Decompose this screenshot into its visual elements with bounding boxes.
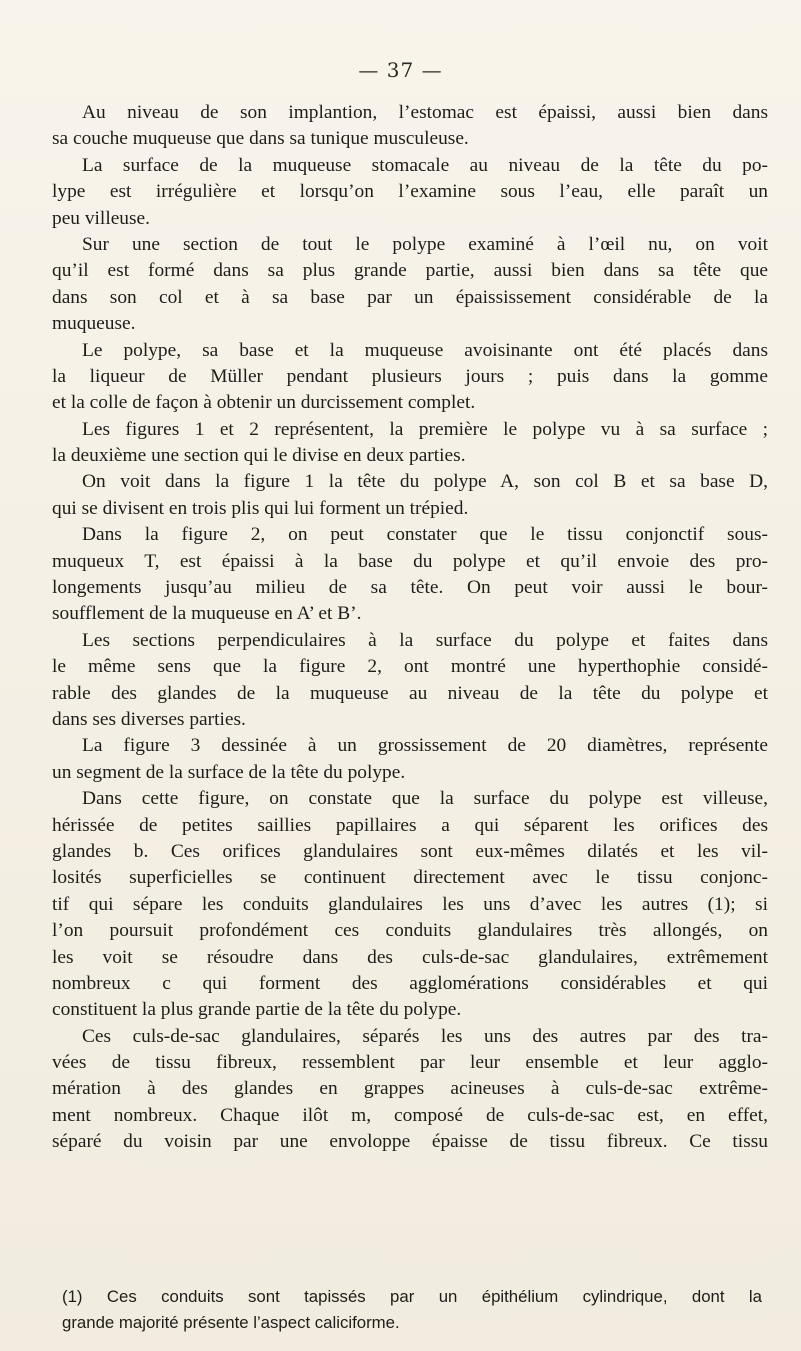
text-line: La surface de la muqueuse stomacale au niveau de la tête du po- <box>82 154 768 176</box>
text-line: muqueux T, est épaissi à la base du polype et qu’il envoie des pro- <box>52 550 768 572</box>
text-line: La figure 3 dessinée à un grossissement de 20 diamètres, représente <box>82 735 768 757</box>
text-line: qui se divisent en trois plis qui lui forment un trépied. <box>52 497 469 519</box>
text-line: l’on poursuit profondément ces conduits glandulaires très allongés, on <box>52 920 768 942</box>
text-line: tif qui sépare les conduits glandulaires les uns d’avec les autres (1); si <box>52 893 768 915</box>
text-line: peu villeuse. <box>52 207 151 229</box>
text-line: la liqueur de Müller pendant plusieurs jours ; puis dans la gomme <box>52 365 768 387</box>
text-line: hérissée de petites saillies papillaires a qui séparent les orifices des <box>52 814 768 836</box>
page-number: — 37 — <box>358 58 443 82</box>
text-line: qu’il est formé dans sa plus grande partie, aussi bien dans sa tête que <box>52 260 768 282</box>
text-line: les voit se résoudre dans des culs-de-sac glandulaires, extrêmement <box>52 946 768 968</box>
text-line: glandes b. Ces orifices glandulaires sont eux-mêmes dilatés et les vil- <box>52 840 768 862</box>
text-line: Ces culs-de-sac glandulaires, séparés les uns des autres par des tra- <box>82 1025 768 1047</box>
text-line: longements jusqu’au milieu de sa tête. On peut voir aussi le bour- <box>52 577 768 599</box>
text-line: losités superficielles se continuent directement avec le tissu conjonc- <box>52 867 768 889</box>
footnote-line: grande majorité présente l’aspect caliciforme. <box>62 1313 400 1332</box>
text-line: et la colle de façon à obtenir un durcissement complet. <box>52 392 476 414</box>
text-line: Sur une section de tout le polype examiné à l’œil nu, on voit <box>82 233 768 255</box>
text-line: constituent la plus grande partie de la tête du polype. <box>52 999 462 1021</box>
text-line: sa couche muqueuse que dans sa tunique musculeuse. <box>52 128 469 150</box>
text-line: soufflement de la muqueuse en A’ et B’. <box>52 603 362 625</box>
text-line: Au niveau de son implantion, l’estomac est épaissi, aussi bien dans <box>82 102 768 123</box>
text-line: un segment de la surface de la tête du polype. <box>52 761 406 783</box>
text-line: la deuxième une section qui le divise en deux parties. <box>52 445 466 467</box>
text-line: nombreux c qui forment des agglomérations considérables et qui <box>52 972 768 994</box>
text-line: rable des glandes de la muqueuse au niveau de la tête du polype et <box>52 682 768 704</box>
footnote-line: (1) Ces conduits sont tapissés par un épithélium cylindrique, dont la <box>62 1287 762 1306</box>
text-line: muqueuse. <box>52 313 136 335</box>
text-line: Dans la figure 2, on peut constater que le tissu conjonctif sous- <box>82 524 768 546</box>
text-line: dans son col et à sa base par un épaississement considérable de la <box>52 286 768 308</box>
text-line: séparé du voisin par une envoloppe épaisse de tissu fibreux. Ce tissu <box>52 1131 768 1153</box>
body-text <box>52 100 768 1156</box>
text-line: lype est irrégulière et lorsqu’on l’examine sous l’eau, elle paraît un <box>52 181 768 203</box>
text-line: mération à des glandes en grappes acineuses à culs-de-sac extrême- <box>52 1078 768 1100</box>
footnote <box>62 1284 762 1336</box>
text-line: Le polype, sa base et la muqueuse avoisinante ont été placés dans <box>82 339 768 361</box>
text-line: Dans cette figure, on constate que la surface du polype est villeuse, <box>82 788 768 810</box>
text-line: le même sens que la figure 2, ont montré une hyperthophie considé- <box>52 656 768 678</box>
text-line: Les figures 1 et 2 représentent, la première le polype vu à sa surface ; <box>82 418 768 440</box>
text-line: On voit dans la figure 1 la tête du polype A, son col B et sa base D, <box>82 471 768 493</box>
text-line: dans ses diverses parties. <box>52 708 246 730</box>
text-line: Les sections perpendiculaires à la surface du polype et faites dans <box>82 629 768 651</box>
text-line: ment nombreux. Chaque ilôt m, composé de culs-de-sac est, en effet, <box>52 1104 768 1126</box>
text-line: vées de tissu fibreux, ressemblent par leur ensemble et leur agglo- <box>52 1052 768 1074</box>
